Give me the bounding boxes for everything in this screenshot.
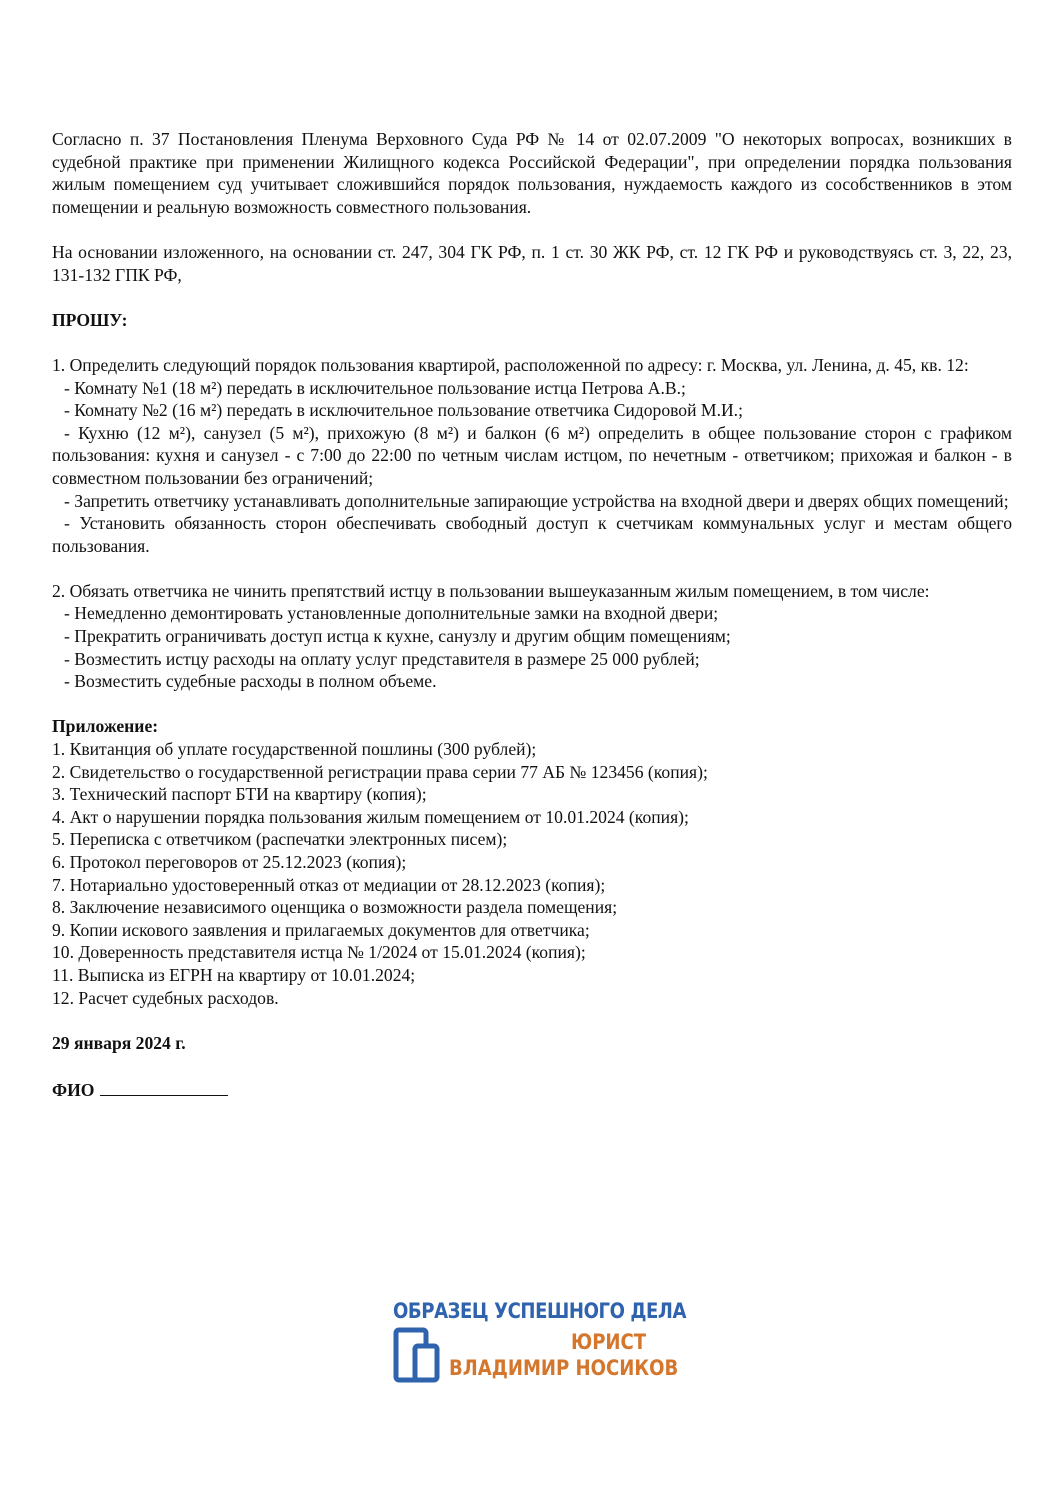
attachment-item: 4. Акт о нарушении порядка пользования жилым помещением от 10.01.2024 (копия);	[52, 806, 689, 827]
request-2-item: - Прекратить ограничивать доступ истца к кухне, санузлу и другим общим помещениям;	[64, 626, 731, 647]
request-1-item: - Установить обязанность сторон обеспечивать свободный доступ к счетчикам коммунальных услуг и местам общего пользования.	[52, 513, 1012, 556]
document-body	[52, 128, 1012, 1102]
attachment-item: 10. Доверенность представителя истца № 1/2024 от 15.01.2024 (копия);	[52, 942, 586, 963]
request-2-lead: 2. Обязать ответчика не чинить препятствий истцу в пользовании вышеуказанным жилым помещением, в том числе:	[52, 580, 930, 601]
lawyer-logo	[393, 1298, 687, 1390]
logo-profession: ЮРИСТ	[571, 1330, 647, 1354]
logo-title: ОБРАЗЕЦ УСПЕШНОГО ДЕЛА	[393, 1299, 687, 1323]
request-section-2	[52, 580, 1012, 693]
attachment-item: 2. Свидетельство о государственной регистрации права серии 77 АБ № 123456 (копия);	[52, 761, 708, 782]
request-1-lead: 1. Определить следующий порядок пользования квартирой, расположенной по адресу: г. Москва, ул. Ленина, д. 45, кв. 12:	[52, 354, 969, 375]
request-2-item: - Возместить судебные расходы в полном объеме.	[64, 671, 437, 692]
attachment-item: 1. Квитанция об уплате государственной пошлины (300 рублей);	[52, 739, 537, 760]
request-1-item: - Запретить ответчику устанавливать дополнительные запирающие устройства на входной двери и дверях общих помещений;	[64, 490, 1009, 511]
attachment-item: 3. Технический паспорт БТИ на квартиру (копия);	[52, 784, 427, 805]
request-1-item: - Кухню (12 м²), санузел (5 м²), прихожую (8 м²) и балкон (6 м²) определить в общее пользование сторон с графиком пользования: кухня и санузел - с 7:00 до 22:00 по четным числам истцом, по нечетным - ответчиком; прихожая и балкон - в совместном пользовании без ограничений;	[52, 422, 1012, 488]
attachment-item: 6. Протокол переговоров от 25.12.2023 (копия);	[52, 852, 407, 872]
attachments-section	[52, 715, 1012, 1009]
attachment-item: 12. Расчет судебных расходов.	[52, 987, 279, 1008]
request-1-item: - Комнату №1 (18 м²) передать в исключительное пользование истца Петрова А.В.;	[64, 377, 686, 398]
attachment-item: 5. Переписка с ответчиком (распечатки электронных писем);	[52, 829, 508, 850]
signature-line	[100, 1077, 228, 1096]
attachments-heading: Приложение:	[52, 716, 159, 737]
request-heading: ПРОШУ:	[52, 309, 128, 330]
request-2-item: - Немедленно демонтировать установленные дополнительные замки на входной двери;	[64, 603, 719, 624]
attachment-item: 11. Выписка из ЕГРН на квартиру от 10.01.2024;	[52, 964, 416, 985]
grounds-paragraph: На основании изложенного, на основании ст. 247, 304 ГК РФ, п. 1 ст. 30 ЖК РФ, ст. 12 ГК РФ и руководствуясь ст. 3, 22, 23, 131-132 ГПК РФ,	[52, 241, 1012, 285]
signature-label: ФИО	[52, 1079, 95, 1100]
attachment-item: 9. Копии искового заявления и прилагаемых документов для ответчика;	[52, 919, 590, 940]
legal-basis-paragraph: Согласно п. 37 Постановления Пленума Верховного Суда РФ № 14 от 02.07.2009 "О некоторых вопросах, возникших в судебной практике при применении Жилищного кодекса Российской Федерации", при определении порядка пользования жилым помещением суд учитывает сложившийся порядок пользования, нуждаемость каждого из сособственников в этом помещении и реальную возможность совместного пользования.	[52, 129, 1012, 217]
logo-name: ВЛАДИМИР НОСИКОВ	[449, 1356, 679, 1380]
document-icon	[393, 1324, 449, 1384]
request-section-1	[52, 354, 1012, 557]
request-2-item: - Возместить истцу расходы на оплату услуг представителя в размере 25 000 рублей;	[64, 648, 700, 669]
signature-block	[52, 1077, 1012, 1102]
request-1-item: - Комнату №2 (16 м²) передать в исключительное пользование ответчика Сидоровой М.И.;	[64, 400, 743, 421]
document-date: 29 января 2024 г.	[52, 1032, 186, 1053]
attachment-item: 8. Заключение независимого оценщика о возможности раздела помещения;	[52, 897, 618, 918]
attachment-item: 7. Нотариально удостоверенный отказ от медиации от 28.12.2023 (копия);	[52, 874, 606, 895]
